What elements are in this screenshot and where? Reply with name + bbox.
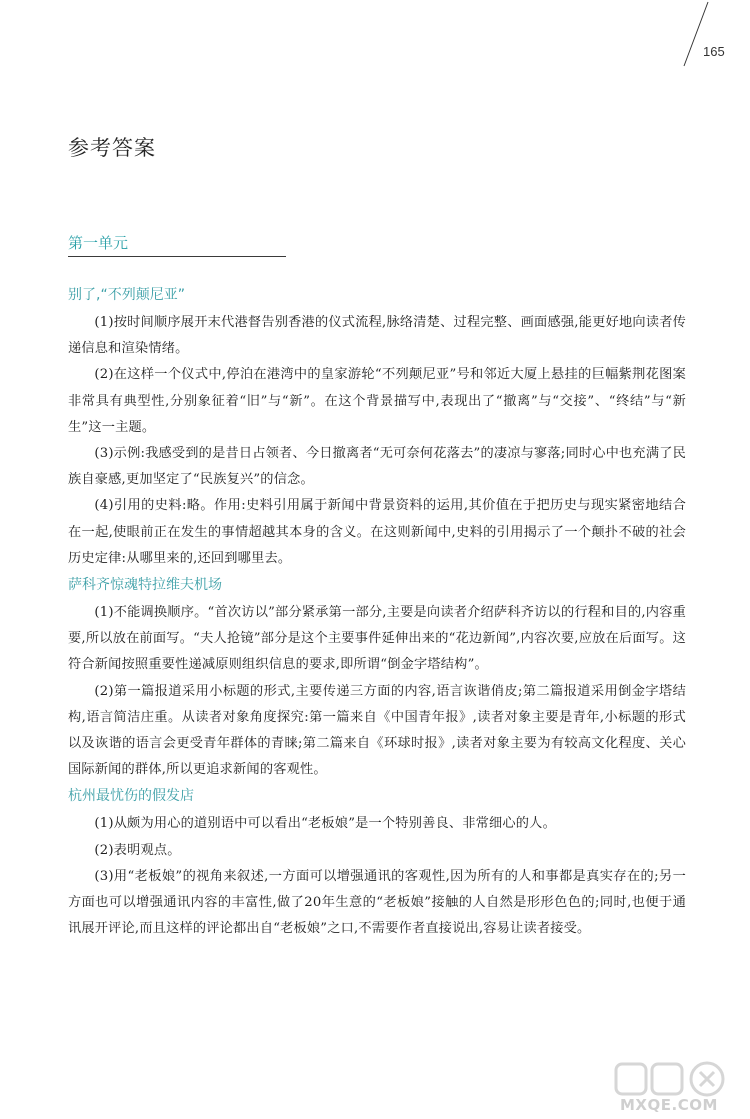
page-number: 165 xyxy=(703,44,725,59)
section-3 xyxy=(68,783,686,942)
answer-paragraph: (2)第一篇报道采用小标题的形式,主要传递三方面的内容,语言诙谐俏皮;第二篇报道采用倒金字塔结构,语言简洁庄重。从读者对象角度探究:第一篇来自《中国青年报》,读者对象主要是青年,小标题的形式以及诙谐的语言会更受青年群体的青睐;第二篇来自《环球时报》,读者对象主要为有较高文化程度、关心国际新闻的群体,所以更追求新闻的客观性。 xyxy=(68,683,686,778)
answer-paragraph: (1)从颇为用心的道别语中可以看出“老板娘”是一个特别善良、非常细心的人。 xyxy=(94,816,556,832)
page-corner-slash xyxy=(672,0,712,70)
answer-paragraph: (4)引用的史料:略。作用:史料引用属于新闻中背景资料的运用,其价值在于把历史与现实紧密地结合在一起,使眼前正在发生的事情超越其本身的含义。在这则新闻中,史料的引用揭示了一个颠扑不破的社会历史定律:从哪里来的,还回到哪里去。 xyxy=(68,498,686,566)
section-title: 萨科齐惊魂特拉维夫机场 xyxy=(68,577,222,594)
section-2 xyxy=(68,572,686,783)
answer-paragraph: (2)表明观点。 xyxy=(94,842,181,858)
section-title: 别了,“不列颠尼亚” xyxy=(68,287,185,303)
section-1 xyxy=(68,282,686,572)
answer-paragraph: (1)不能调换顺序。“首次访以”部分紧承第一部分,主要是向读者介绍萨科齐访以的行程和目的,内容重要,所以放在前面写。“夫人抢镜”部分是这个主要事件延伸出来的“花边新闻”,内容次要,应放在后面写。这符合新闻按照重要性递减原则组织信息的要求,即所谓“倒金字塔结构”。 xyxy=(68,605,686,673)
answer-paragraph: (3)用“老板娘”的视角来叙述,一方面可以增强通讯的客观性,因为所有的人和事都是真实存在的;另一方面也可以增强通讯内容的丰富性,做了20年生意的“老板娘”接触的人自然是形形色色的;同时,也便于通讯展开评论,而且这样的评论都出自“老板娘”之口,不需要作者直接说出,容易让读者接受。 xyxy=(68,868,686,937)
answer-paragraph: (1)按时间顺序展开末代港督告别香港的仪式流程,脉络清楚、过程完整、画面感强,能更好地向读者传递信息和渲染情绪。 xyxy=(68,315,686,357)
answer-paragraph: (3)示例:我感受到的是昔日占领者、今日撤离者“无可奈何花落去”的凄凉与寥落;同时心中也充满了民族自豪感,更加坚定了“民族复兴”的信念。 xyxy=(68,446,686,488)
answer-paragraph: (2)在这样一个仪式中,停泊在港湾中的皇家游轮“不列颠尼亚”号和邻近大厦上悬挂的巨幅紫荆花图案非常具有典型性,分别象征着“旧”与“新”。在这个背景描写中,表现出了“撤离”与“交接”、“终结”与“新生”这一主题。 xyxy=(68,367,686,435)
answer-content xyxy=(68,282,686,942)
page-title: 参考答案 xyxy=(68,136,156,160)
unit-heading: 第一单元 xyxy=(68,234,129,252)
watermark-text: MXQE.COM xyxy=(620,1096,718,1114)
unit-underline xyxy=(68,256,286,257)
section-title: 杭州最忧伤的假发店 xyxy=(68,788,194,805)
